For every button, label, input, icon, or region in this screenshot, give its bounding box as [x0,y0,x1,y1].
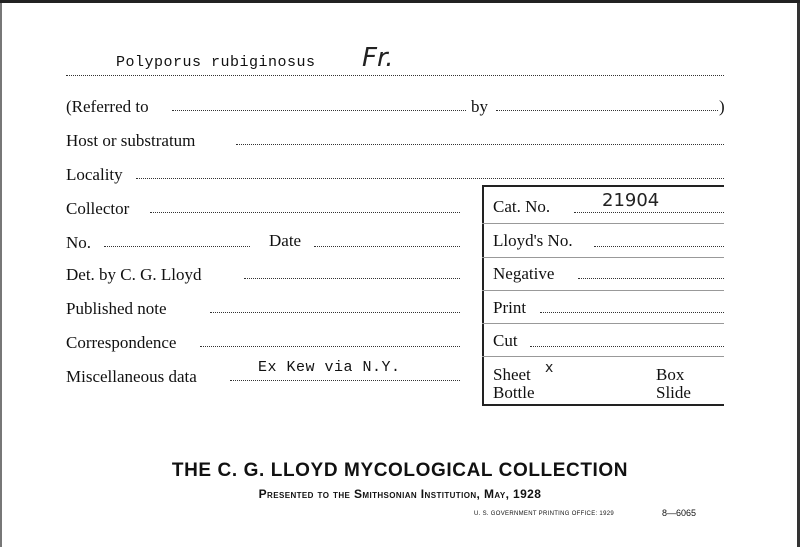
print-label: Print [493,298,527,317]
box-rule-2 [482,257,724,258]
collector-line [150,212,460,213]
sheet-label: Sheet [493,365,531,384]
specimen-name: Polyporus rubiginosus [116,54,316,71]
cat-no-value: 21904 [602,190,660,211]
by-label: by [471,97,488,116]
cat-no-label: Cat. No. [493,197,551,216]
date-label: Date [269,231,302,250]
published-note-label: Published note [66,299,167,318]
negative-line [578,278,724,279]
bottle-label: Bottle [493,383,535,402]
referred-to-line [172,110,466,111]
specimen-authority: Fr. [362,43,394,73]
close-paren: ) [719,97,725,116]
print-line [540,312,724,313]
det-by-line [244,278,460,279]
published-note-line [210,312,460,313]
collector-label: Collector [66,199,130,218]
negative-label: Negative [493,264,555,283]
date-line [314,246,460,247]
misc-line [230,380,460,381]
det-by-label: Det. by C. G. Lloyd [66,265,202,284]
no-line [104,246,250,247]
box-left-border [482,185,484,405]
box-rule-3 [482,290,724,291]
host-label: Host or substratum [66,131,196,150]
collection-subtitle: Presented to the Smithsonian Institution, May, 1928 [258,487,542,501]
slide-label: Slide [656,383,691,402]
locality-line [136,178,724,179]
box-rule-4 [482,323,724,324]
cat-no-line [574,212,724,213]
no-label: No. [66,233,92,252]
lloyds-no-label: Lloyd's No. [493,231,573,250]
collection-title: THE C. G. LLOYD MYCOLOGICAL COLLECTION [171,460,629,481]
correspondence-label: Correspondence [66,333,177,352]
misc-value: Ex Kew via N.Y. [258,359,401,376]
box-rule-5 [482,356,724,357]
referred-to-label: (Referred to [66,97,149,116]
cut-label: Cut [493,331,518,350]
misc-label: Miscellaneous data [66,367,197,386]
correspondence-line [200,346,460,347]
host-line [236,144,724,145]
lloyds-no-line [594,246,724,247]
locality-label: Locality [66,165,123,184]
sheet-mark: x [545,360,554,376]
by-line [496,110,718,111]
box-bottom-border [482,404,724,406]
printer-imprint: U. S. GOVERNMENT PRINTING OFFICE: 1929 [474,511,614,517]
specimen-name-line [66,75,724,76]
cut-line [530,346,724,347]
box-top-border [482,185,724,187]
box-label: Box [656,365,685,384]
form-number: 8—6065 [662,508,697,518]
box-rule-1 [482,223,724,224]
